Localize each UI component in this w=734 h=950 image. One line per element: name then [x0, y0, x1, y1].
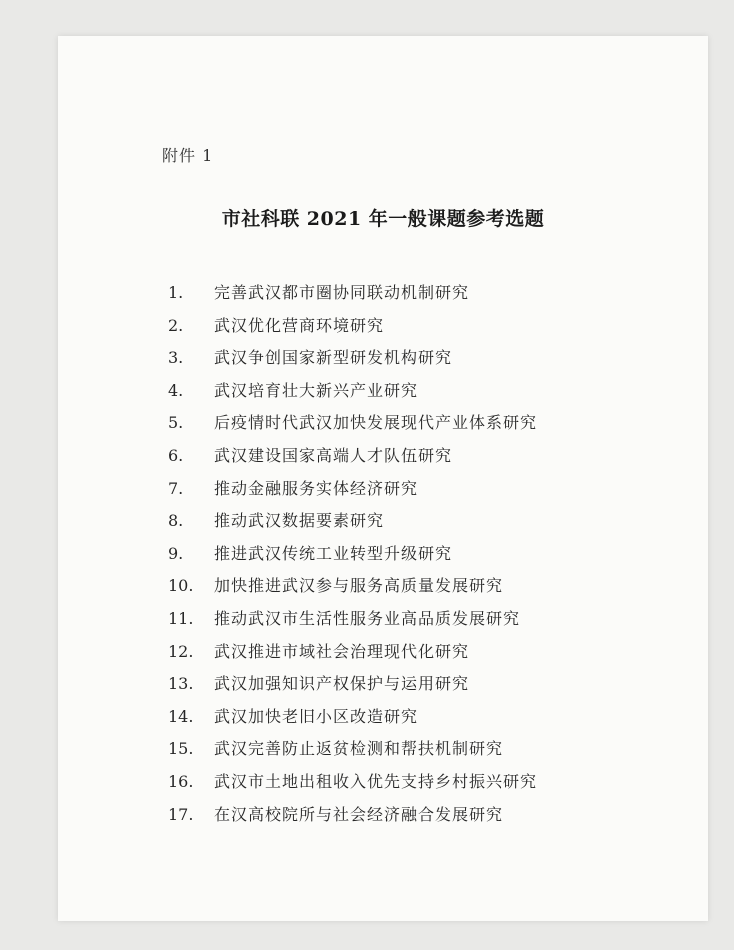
- topic-number: 8.: [168, 511, 184, 531]
- list-item: [168, 573, 537, 606]
- topic-number: 15.: [168, 739, 194, 759]
- topic-number: 13.: [168, 674, 194, 694]
- list-item: [168, 736, 537, 769]
- list-item: [168, 639, 537, 672]
- topic-text: 在汉高校院所与社会经济融合发展研究: [214, 804, 504, 824]
- topic-number: 4.: [168, 380, 184, 400]
- list-item: [168, 378, 537, 411]
- topic-text: 武汉优化营商环境研究: [214, 315, 385, 335]
- topic-number: 16.: [168, 771, 194, 791]
- list-item: [168, 769, 537, 802]
- topic-text: 后疫情时代武汉加快发展现代产业体系研究: [214, 413, 538, 433]
- list-item: [168, 704, 537, 737]
- attachment-label: 附件 1: [162, 146, 214, 165]
- topic-text: 推动武汉数据要素研究: [214, 511, 385, 531]
- list-item: [168, 606, 537, 639]
- list-item: [168, 443, 537, 476]
- list-item: [168, 313, 537, 346]
- topic-text: 武汉培育壮大新兴产业研究: [214, 380, 419, 400]
- topic-text: 武汉完善防止返贫检测和帮扶机制研究: [214, 739, 504, 759]
- topic-number: 2.: [168, 315, 184, 335]
- topic-number: 1.: [168, 283, 184, 302]
- topic-number: 5.: [168, 413, 184, 433]
- topic-text: 武汉推进市域社会治理现代化研究: [214, 641, 470, 661]
- list-item: [168, 671, 537, 704]
- topic-text: 武汉建设国家高端人才队伍研究: [214, 445, 453, 465]
- topic-text: 推动金融服务实体经济研究: [214, 478, 419, 498]
- topic-text: 推动武汉市生活性服务业高品质发展研究: [214, 608, 521, 628]
- topic-text: 完善武汉都市圈协同联动机制研究: [214, 283, 470, 302]
- topic-text: 加快推进武汉参与服务高质量发展研究: [214, 576, 504, 596]
- topic-text: 武汉加快老旧小区改造研究: [214, 706, 419, 726]
- topic-number: 10.: [168, 576, 194, 596]
- topic-number: 6.: [168, 445, 184, 465]
- topic-number: 11.: [168, 608, 194, 628]
- list-item: [168, 508, 537, 541]
- list-item: [168, 280, 537, 313]
- topic-text: 武汉争创国家新型研发机构研究: [214, 348, 453, 368]
- topic-number: 9.: [168, 543, 184, 563]
- list-item: [168, 345, 537, 378]
- topic-list: [168, 280, 537, 834]
- list-item: [168, 541, 537, 574]
- topic-text: 推进武汉传统工业转型升级研究: [214, 543, 453, 563]
- document-page: [58, 36, 708, 921]
- topic-number: 14.: [168, 706, 194, 726]
- list-item: [168, 410, 537, 443]
- topic-number: 3.: [168, 348, 184, 368]
- topic-text: 武汉市土地出租收入优先支持乡村振兴研究: [214, 771, 538, 791]
- document-title: 市社科联 2021 年一般课题参考选题: [221, 208, 545, 230]
- topic-number: 7.: [168, 478, 184, 498]
- list-item: [168, 476, 537, 509]
- topic-text: 武汉加强知识产权保护与运用研究: [214, 674, 470, 694]
- list-item: [168, 802, 537, 835]
- topic-number: 17.: [168, 804, 194, 824]
- topic-number: 12.: [168, 641, 194, 661]
